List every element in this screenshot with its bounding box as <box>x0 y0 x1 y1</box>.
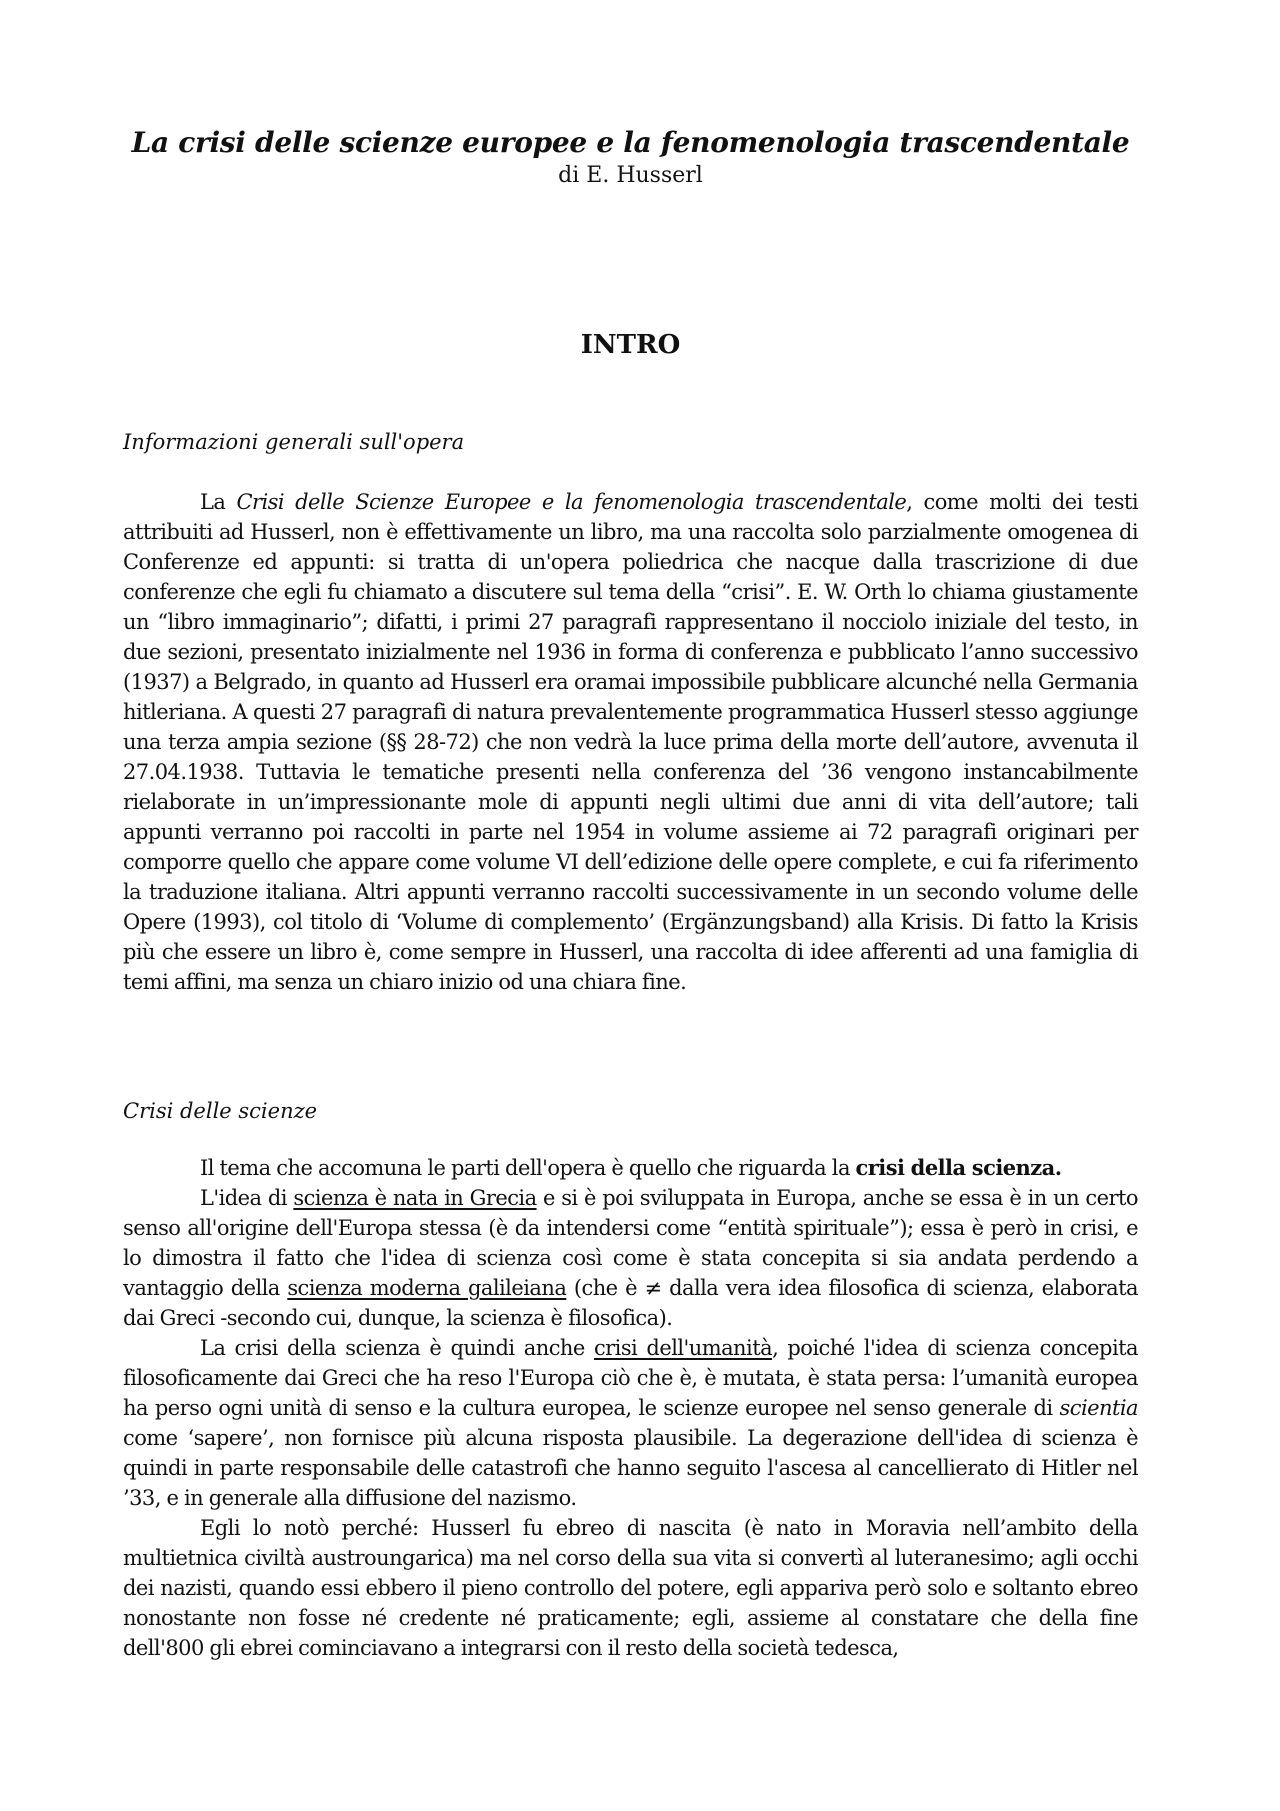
text-run: Il tema che accomuna le parti dell'opera è quello che riguarda la <box>200 1156 856 1180</box>
paragraph <box>123 487 1138 997</box>
text-run: , poiché l'idea di scienza concepita filosoficamente dai Greci che ha reso l'Europa ciò che è, è mutata, è stata persa: l’umanità europea ha perso ogni unità di senso e la cultura europea, le scienze europee nel senso generale di <box>123 1336 1138 1420</box>
subheading-crisi: Crisi delle scienze <box>123 1099 318 1123</box>
text-run: , come molti dei testi attribuiti ad Husserl, non è effettivamente un libro, ma una raccolta solo parzialmente omogenea di Conferenze ed appunti: si tratta di un'opera poliedrica che nacque dalla trascrizione di due conferenze che egli fu chiamato a discutere sul tema della “crisi”. E. W. Orth lo chiama giustamente un “libro immaginario”; difatti, i primi 27 paragrafi rappresentano il nocciolo iniziale del testo, in due sezioni, presentato inizialmente nel 1936 in forma di conferenza e pubblicato l’anno successivo (1937) a Belgrado, in quanto ad Husserl era oramai impossibile pubblicare alcunché nella Germania hitleriana. A questi 27 paragrafi di natura prevalentemente programmatica Husserl stesso aggiunge una terza ampia sezione (§§ 28-72) che non vedrà la luce prima della morte dell’autore, avvenuta il 27.04.1938. Tuttavia le tematiche presenti nella conferenza del ’36 vengono instancabilmente rielaborate in un’impressionante mole di appunti negli ultimi due anni di vita dell’autore; tali appunti verranno poi raccolti in parte nel 1954 in volume assieme ai 72 paragrafi originari per comporre quello che appare come volume VI dell’edizione delle opere complete, e cui fa riferimento la traduzione italiana. Altri appunti verranno raccolti successivamente in un secondo volume delle Opere (1993), col titolo di ‘Volume di complemento’ (Ergänzungsband) alla Krisis. Di fatto la Krisis più che essere un libro è, come sempre in Husserl, una raccolta di idee afferenti ad una famiglia di temi affini, ma senza un chiaro inizio od una chiara fine. <box>123 490 1138 994</box>
work-title-italic: Crisi delle Scienze Europee e la fenomenologia trascendentale <box>236 490 907 514</box>
section-informazioni-body <box>123 487 1138 997</box>
underlined-phrase: crisi dell'umanità <box>593 1336 773 1360</box>
text-run: La <box>200 490 237 514</box>
paragraph <box>123 1153 1138 1183</box>
underlined-phrase: scienza moderna galileiana <box>287 1276 567 1300</box>
paragraph <box>123 1183 1138 1333</box>
intro-heading: INTRO <box>580 330 681 360</box>
paragraph <box>123 1513 1138 1663</box>
document-title: La crisi delle scienze europee e la fenomenologia trascendentale <box>131 126 1130 159</box>
section-crisi-body <box>123 1153 1138 1663</box>
text-run: L'idea di <box>200 1186 294 1210</box>
text-run: Egli lo notò perché: Husserl fu ebreo di nascita (è nato in Moravia nell’ambito della multietnica civiltà austroungarica) ma nel corso della sua vita si convertì al luteranesimo; agli occhi dei nazisti, quando essi ebbero il pieno controllo del potere, egli appariva però solo e soltanto ebreo nonostante non fosse né credente né praticamente; egli, assieme al constatare che della fine dell'800 gli ebrei cominciavano a integrarsi con il resto della società tedesca, <box>123 1516 1138 1660</box>
subheading-informazioni: Informazioni generali sull'opera <box>123 430 465 454</box>
text-run: come ‘sapere’, non fornisce più alcuna risposta plausibile. La degerazione dell'idea di scienza è quindi in parte responsabile delle catastrofi che hanno seguito l'ascesa al cancellierato di Hitler nel ’33, e in generale alla diffusione del nazismo. <box>123 1426 1138 1510</box>
bold-phrase: crisi della scienza. <box>855 1155 1062 1180</box>
italic-word: scientia <box>1059 1396 1138 1420</box>
text-run: (che è ≠ dalla vera idea filosofica di scienza, elaborata dai Greci -secondo cui, dunque, la scienza è filosofica). <box>123 1276 1138 1330</box>
title-block <box>123 124 1138 190</box>
paragraph <box>123 1333 1138 1513</box>
document-author: di E. Husserl <box>558 163 703 188</box>
text-run: La crisi della scienza è quindi anche <box>200 1336 594 1360</box>
text-run: e si è poi sviluppata in Europa, anche se essa è in un certo senso all'origine dell'Europa stessa (è da intendersi come “entità spirituale”); essa è però in crisi, e lo dimostra il fatto che l'idea di scienza così come è stata concepita si sia andata perdendo a vantaggio della <box>123 1186 1138 1300</box>
underlined-phrase: scienza è nata in Grecia <box>293 1186 537 1210</box>
